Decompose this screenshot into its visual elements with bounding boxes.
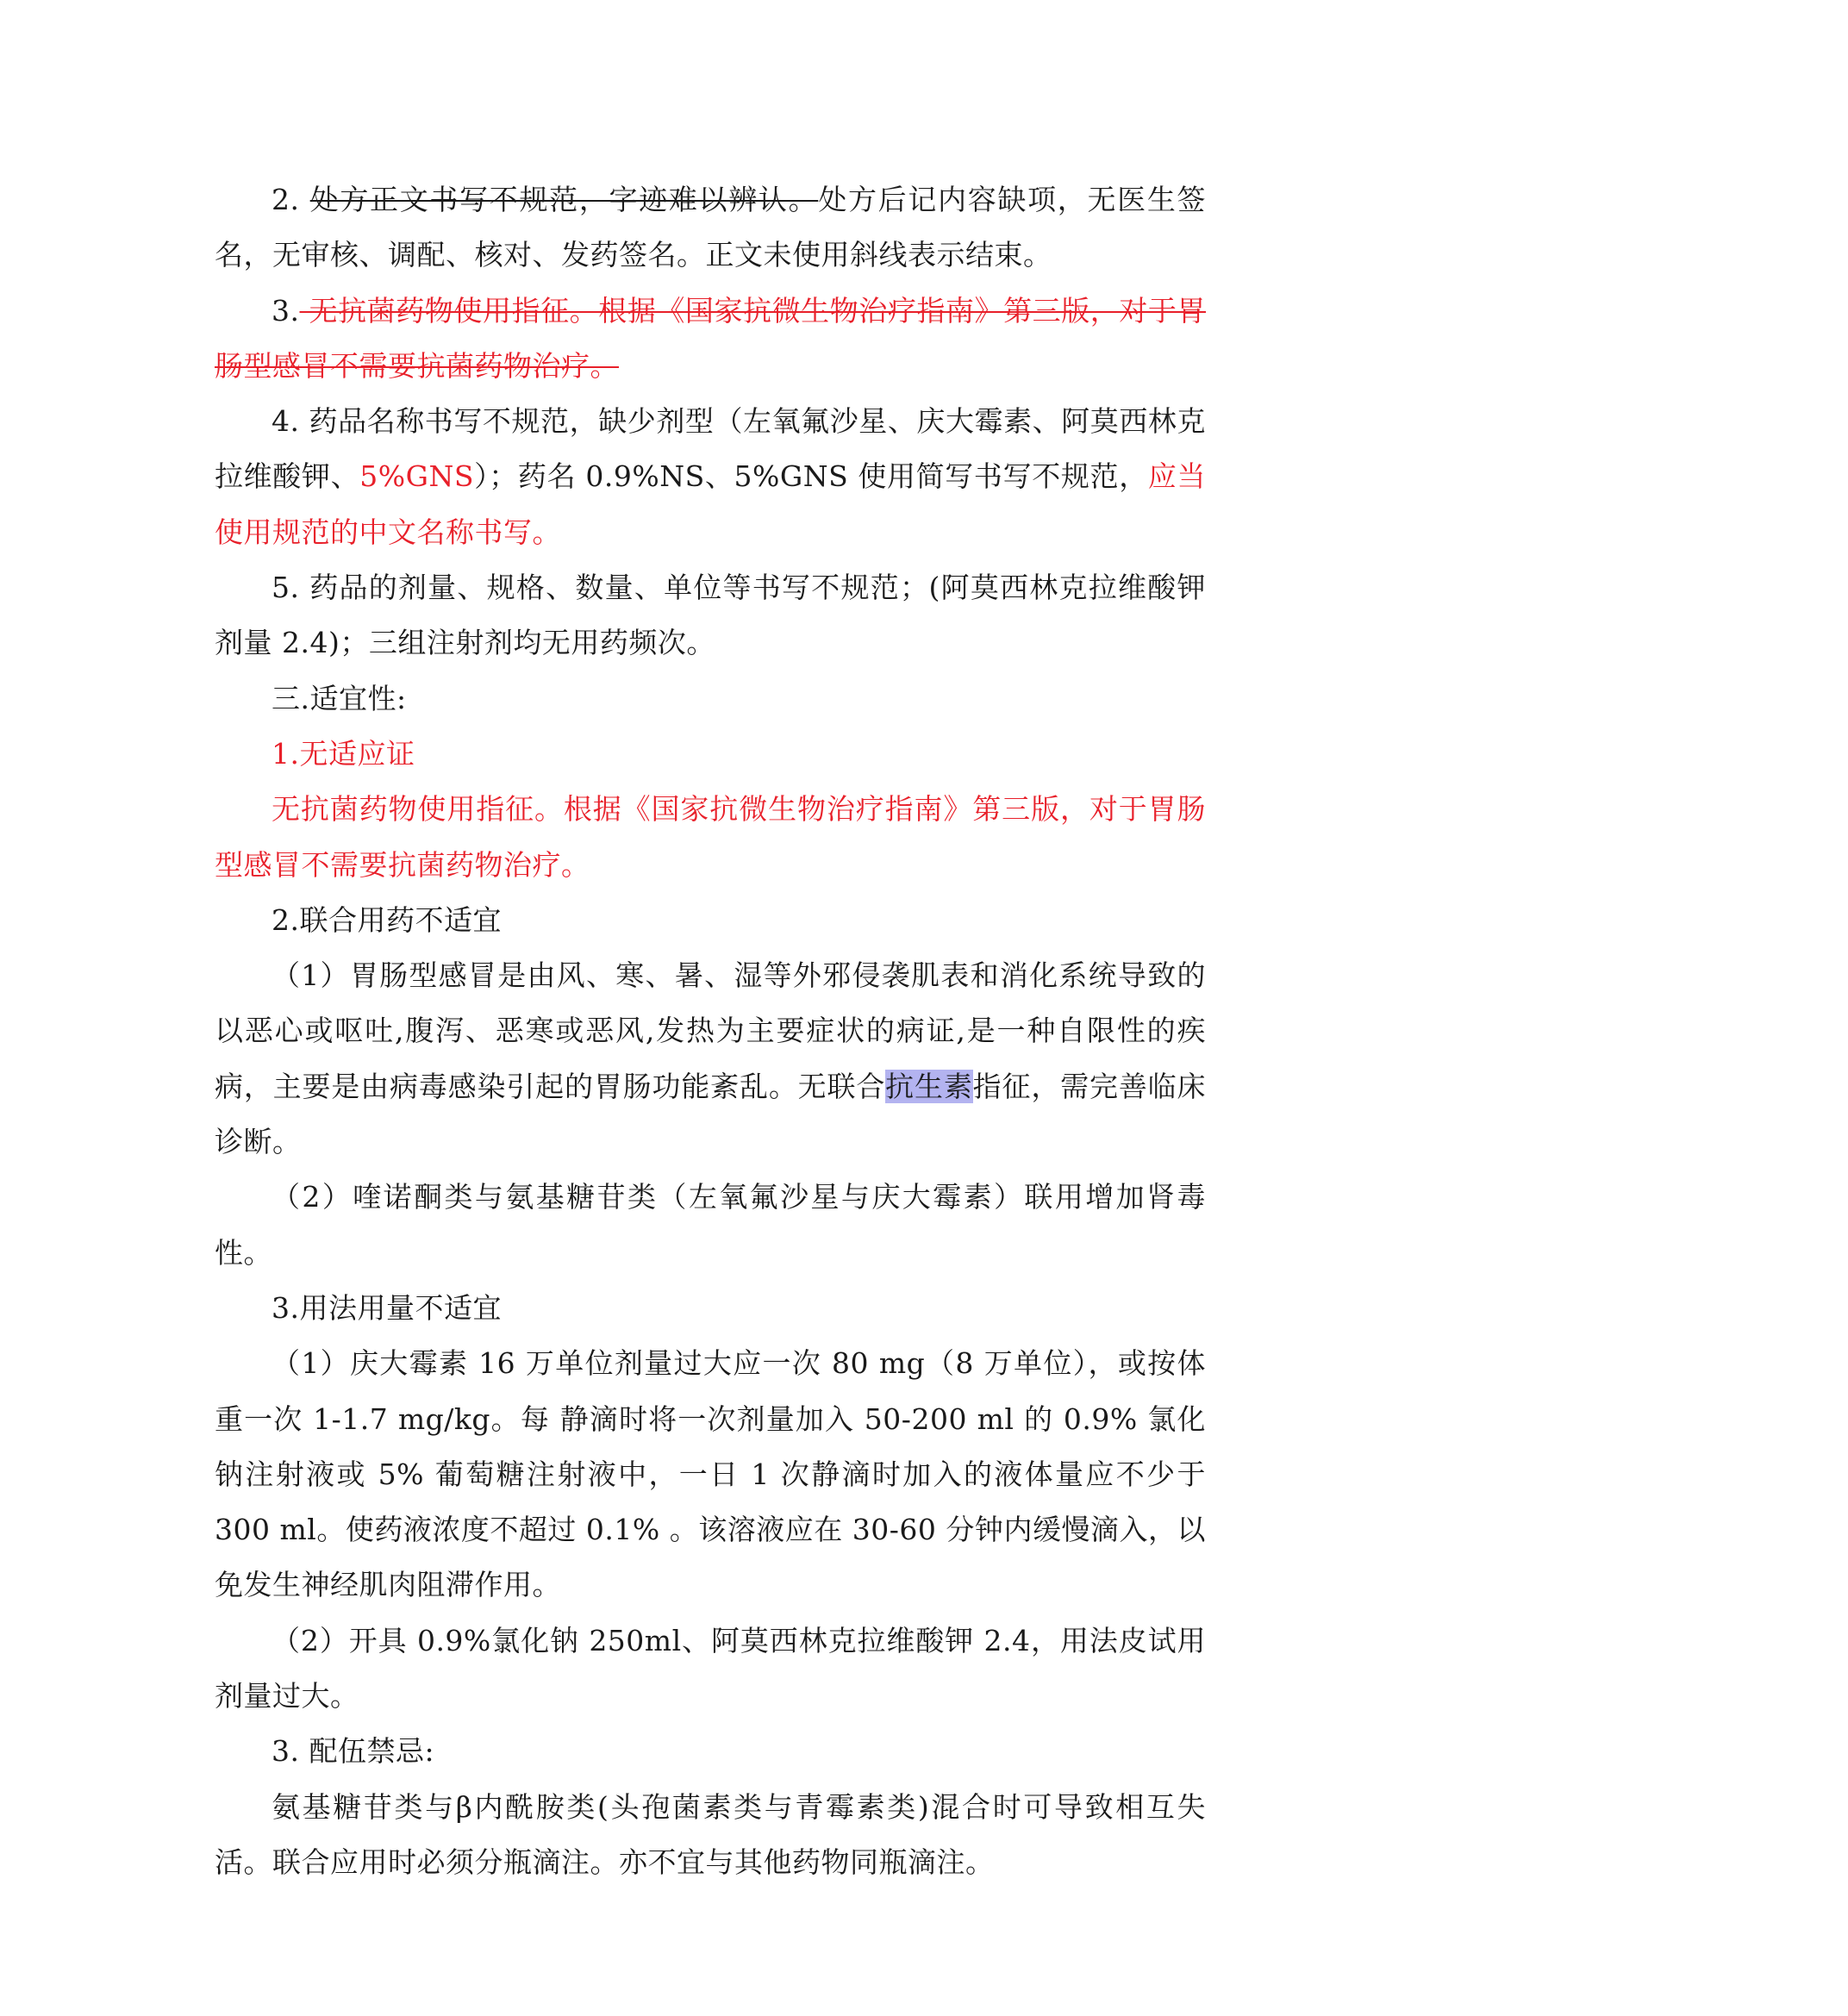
- paragraph-5: 5. 药品的剂量、规格、数量、单位等书写不规范；(阿莫西林克拉维酸钾剂量 2.4)；三组注射剂均无用药频次。: [215, 571, 1206, 660]
- section-2-item-2: （2）喹诺酮类与氨基糖苷类（左氧氟沙星与庆大霉素）联用增加肾毒性。: [215, 1180, 1206, 1270]
- section-4-title: 3. 配伍禁忌:: [272, 1734, 435, 1769]
- section-2-title: 2.联合用药不适宜: [272, 902, 502, 937]
- paragraph-3: [215, 284, 1206, 395]
- section-4-body: 氨基糖苷类与β内酰胺类(头孢菌素类与青霉素类)混合时可导致相互失活。联合应用时必须分瓶滴注。亦不宜与其他药物同瓶滴注。: [215, 1789, 1206, 1879]
- paragraph-4-red-note: 应当使用规范的中文名称书写。: [215, 459, 1207, 549]
- highlighted-text: 抗生素: [885, 1069, 973, 1103]
- section-2-item-1: [215, 948, 1206, 1170]
- paragraph-3-struck-text: 无抗菌药物使用指征。根据《国家抗微生物治疗指南》第三版，对于胃肠型感冒不需要抗菌药物治疗。: [215, 293, 1206, 383]
- paragraph-2-text: 处方后记内容缺项，无医生签名，无审核、调配、核对、发药签名。正文未使用斜线表示结束。: [215, 183, 1207, 272]
- paragraph-3-number: 3.: [272, 293, 300, 328]
- section-3-item-2: （2）开具 0.9%氯化钠 250ml、阿莫西林克拉维酸钾 2.4，用法皮试用剂量过大。: [215, 1623, 1206, 1713]
- paragraph-2-number: 2.: [272, 183, 310, 216]
- paragraph-4: [215, 394, 1206, 560]
- document-body: [215, 172, 1206, 1890]
- section-1-body: 无抗菌药物使用指征。根据《国家抗微生物治疗指南》第三版，对于胃肠型感冒不需要抗菌药物治疗。: [215, 792, 1206, 882]
- section-3-title: 3.用法用量不适宜: [272, 1290, 502, 1325]
- section-2-item-1-text-a: （1）胃肠型感冒是由风、寒、暑、湿等外邪侵袭肌表和消化系统导致的以恶心或呕吐,腹泻、恶寒或恶风,发热为主要症状的病证,是一种自限性的疾病，主要是由病毒感染引起的胃肠功能紊乱。无联合: [215, 958, 1206, 1103]
- paragraph-4-text-a: 4. 药品名称书写不规范，缺少剂型（左氧氟沙星、庆大霉素、阿莫西林克拉维酸钾、: [215, 404, 1206, 494]
- paragraph-2-struck-text: 处方正文书写不规范，字迹难以辨认。: [309, 183, 819, 216]
- section-1-title: 1.无适应证: [272, 736, 415, 771]
- section-2-item-1-text-b: 指征，需完善临床诊断。: [215, 1069, 1207, 1159]
- section-heading-suitability: 三.适宜性:: [272, 681, 407, 715]
- section-3-item-1: （1）庆大霉素 16 万单位剂量过大应一次 80 mg（8 万单位），或按体重一次 1-1.7 mg/kg。每 静滴时将一次剂量加入 50-200 ml 的 0.9% 氯化钠注射液或 5% 葡萄糖注射液中，一日 1 次静滴时加入的液体量应不少于 300 ml。使药液浓度不超过 0.1% 。该溶液应在 30-60 分钟内缓慢滴入，以免发生神经肌肉阻滞作用。: [215, 1346, 1206, 1602]
- paragraph-4-text-b: ）；药名 0.9%NS、5%GNS 使用简写书写不规范，: [473, 459, 1148, 494]
- paragraph-2: [215, 172, 1206, 284]
- paragraph-4-red-gns: 5%GNS: [359, 459, 474, 494]
